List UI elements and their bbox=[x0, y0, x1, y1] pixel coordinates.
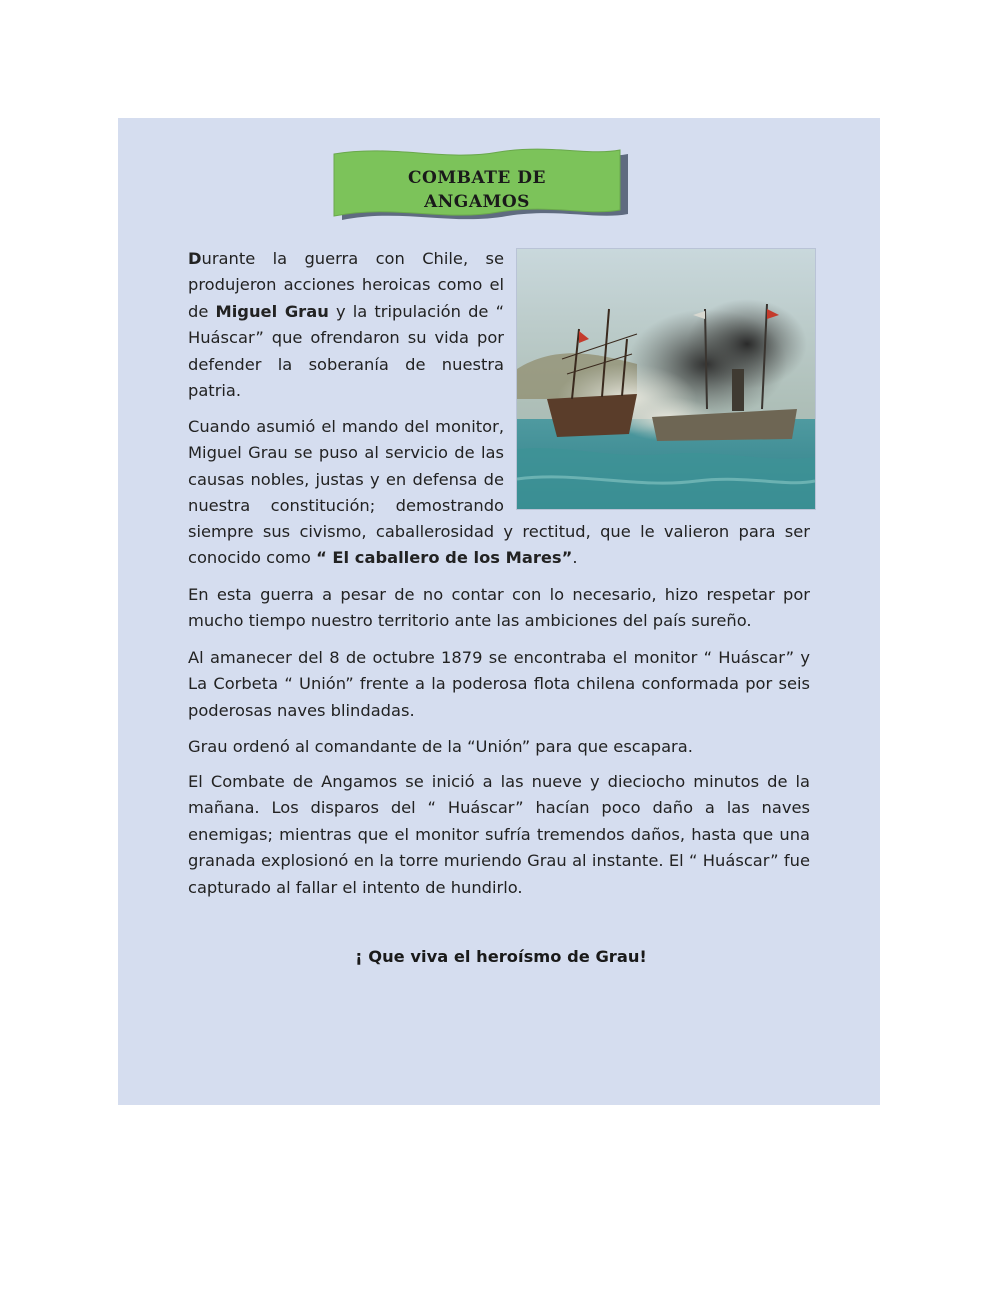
paragraph-line: Miguel Grau se puso al servicio de las bbox=[188, 443, 504, 463]
paragraph-line: siempre sus civismo, caballerosidad y rectitud, que le valieron para ser bbox=[188, 522, 810, 541]
intro-line: defender la soberanía de nuestra bbox=[188, 354, 504, 374]
paragraph-line: causas nobles, justas y en defensa de bbox=[188, 469, 504, 489]
closing-exclamation: ¡ Que viva el heroísmo de Grau! bbox=[355, 947, 647, 966]
page-title bbox=[332, 166, 622, 214]
paragraph-line: nuestra constitución; demostrando bbox=[188, 496, 504, 516]
paragraph-5: Grau ordenó al comandante de la “Unión” para que escapara. bbox=[188, 737, 693, 756]
intro-text: y la tripulación de “ bbox=[328, 301, 505, 321]
caballero-de-los-mares: “ El caballero de los Mares” bbox=[316, 548, 573, 568]
miguel-grau-name: Miguel Grau bbox=[215, 301, 329, 321]
intro-line: patria. bbox=[188, 381, 242, 401]
paragraph-6: El Combate de Angamos se inició a las nueve y dieciocho minutos de la mañana. Los disparos del “ Huáscar” hacían poco daño a las naves enemigas; mientras que el monitor sufría tremendos daños, hasta que una granada explosionó en la torre muriendo Grau al instante. El “ Huáscar” fue capturado al fallar el intento de hundirlo. bbox=[188, 772, 810, 897]
paragraph-line bbox=[188, 545, 810, 571]
intro-line bbox=[188, 299, 504, 325]
paragraph-3: En esta guerra a pesar de no contar con lo necesario, hizo respetar por mucho tiempo nuestro territorio ante las ambiciones del país sureño. bbox=[188, 585, 810, 631]
intro-line: Huáscar” que ofrendaron su vida por bbox=[188, 328, 504, 348]
paragraph-4: Al amanecer del 8 de octubre 1879 se encontraba el monitor “ Huáscar” y La Corbeta “ Unión” frente a la poderosa flota chilena conformada por seis poderosas naves blindadas. bbox=[188, 648, 810, 720]
paragraph-2-narrow bbox=[188, 414, 504, 520]
intro-line bbox=[188, 246, 504, 272]
title-banner bbox=[332, 148, 632, 228]
battle-painting bbox=[516, 248, 816, 510]
paragraph-2-wide bbox=[188, 519, 810, 572]
title-line-1: COMBATE DE bbox=[407, 168, 546, 188]
intro-line-text: urante la guerra con Chile, se bbox=[201, 249, 504, 268]
ship-battle-image bbox=[517, 249, 815, 509]
intro-text: de bbox=[188, 301, 216, 321]
drop-letter: D bbox=[188, 249, 202, 268]
paragraph-line: Cuando asumió el mando del monitor, bbox=[188, 417, 504, 436]
paragraph-text: . bbox=[572, 548, 578, 568]
intro-line: produjeron acciones heroicas como el bbox=[188, 275, 504, 295]
paragraph-text: conocido como bbox=[188, 548, 317, 568]
title-line-2: ANGAMOS bbox=[424, 192, 530, 212]
intro-paragraph bbox=[188, 246, 504, 404]
